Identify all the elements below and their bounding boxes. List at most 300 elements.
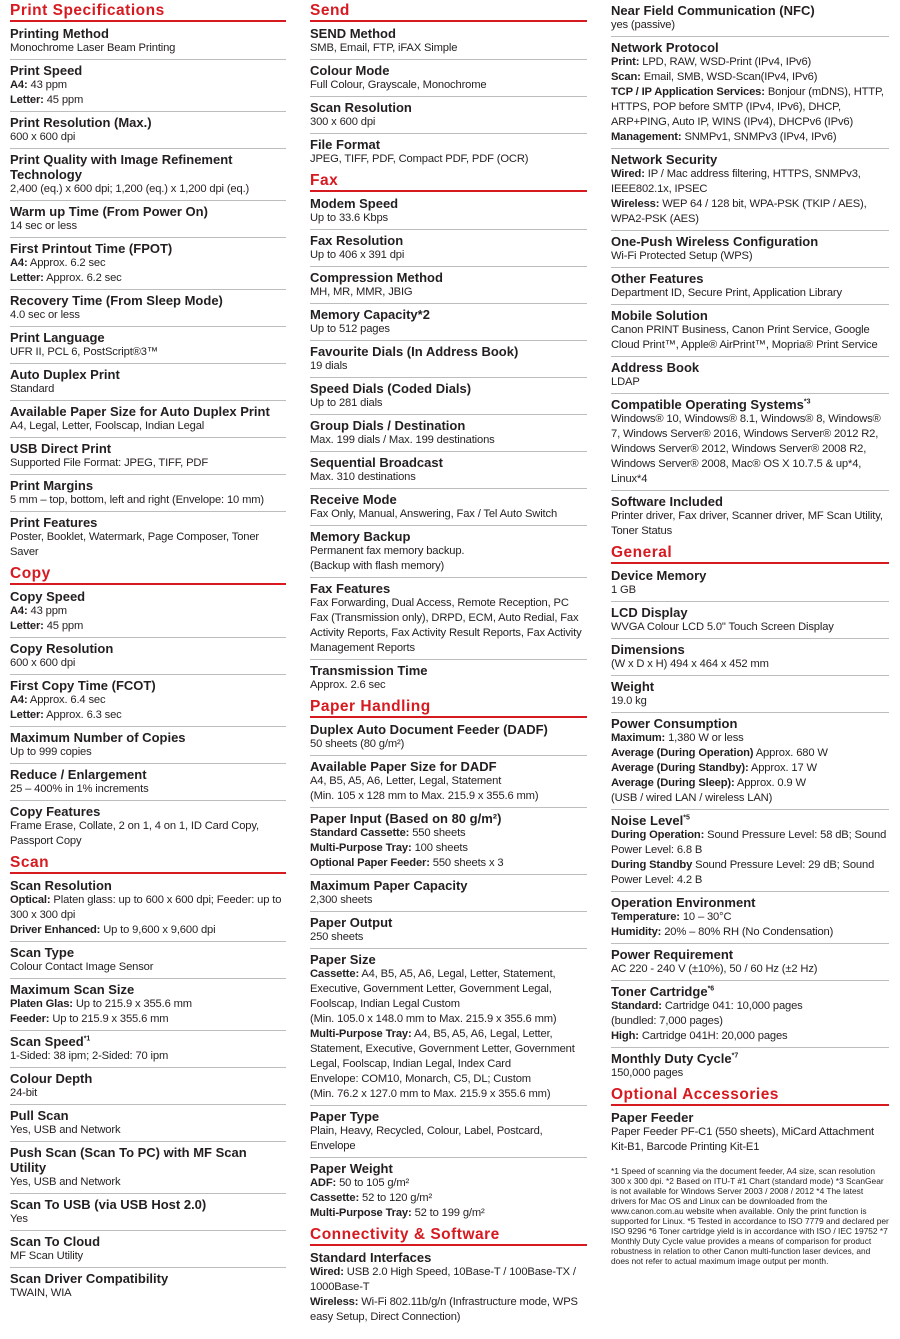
spec-item (10, 1068, 286, 1105)
spec-value (310, 1124, 587, 1154)
spec-title (611, 813, 889, 828)
spec-value (10, 923, 286, 938)
spec-value (310, 1265, 587, 1295)
spec-value-label: Feeder: (10, 1013, 50, 1025)
spec-value (10, 693, 286, 708)
spec-item (10, 112, 286, 149)
spec-title-text: Standard Interfaces (310, 1250, 432, 1265)
footnote-marker: *3 (803, 398, 811, 406)
spec-title (611, 397, 889, 412)
spec-value (10, 819, 286, 849)
spec-item (611, 602, 889, 639)
section-copy (10, 586, 286, 852)
spec-value-text: Monochrome Laser Beam Printing (10, 42, 176, 54)
spec-title-text: Toner Cartridge (611, 984, 708, 999)
spec-title-text: Available Paper Size for DADF (310, 759, 497, 774)
spec-value (310, 1027, 587, 1072)
spec-value-text: WEP 64 / 128 bit, WPA-PSK (TKIP / AES), WPA2-PSK (AES) (611, 198, 867, 225)
spec-item (310, 660, 587, 696)
spec-title-text: File Format (310, 137, 381, 152)
section-paper-handling (310, 719, 587, 1224)
spec-value-text: Fax Forwarding, Dual Access, Remote Reception, PC Fax (Transmission only), DRPD, ECM, Auto Redial, Fax Activity Reports, Fax Activity Result Reports, Fax Activity Management Reports (310, 597, 582, 654)
spec-title (10, 152, 286, 182)
section-heading-print-specifications: Print Specifications (10, 2, 286, 22)
spec-value-text: Frame Erase, Collate, 2 on 1, 4 on 1, ID Card Copy, Passport Copy (10, 820, 259, 847)
spec-item (310, 912, 587, 949)
spec-title (10, 1145, 286, 1175)
spec-title (10, 441, 286, 456)
spec-title (310, 952, 587, 967)
spec-value-label: Average (During Operation) (611, 747, 754, 759)
spec-value (611, 858, 889, 888)
spec-item (611, 1107, 889, 1158)
spec-value-text: A4, B5, A5, A6, Letter, Legal, Statement (310, 775, 502, 787)
spec-title-text: Print Margins (10, 478, 94, 493)
spec-value-text: Canon PRINT Business, Canon Print Service, Google Cloud Print™, Apple® AirPrint™, Mopria® Print Service (611, 324, 878, 351)
spec-value-text: 600 x 600 dpi (10, 131, 76, 143)
spec-item (611, 810, 889, 892)
spec-title (10, 589, 286, 604)
spec-title-text: Reduce / Enlargement (10, 767, 147, 782)
spec-value-text: TWAIN, WIA (10, 1287, 72, 1299)
spec-title (10, 945, 286, 960)
spec-value (611, 130, 889, 145)
spec-title-text: First Copy Time (FCOT) (10, 678, 156, 693)
spec-value-label: A4: (10, 694, 28, 706)
spec-value (310, 1191, 587, 1206)
spec-item (10, 1194, 286, 1231)
spec-value (310, 322, 587, 337)
spec-value (310, 559, 587, 574)
spec-value-text: Approx. 6.3 sec (46, 709, 122, 721)
spec-title (310, 196, 587, 211)
footnote-marker: *7 (731, 1052, 739, 1060)
spec-item (10, 801, 286, 852)
spec-value-text: JPEG, TIFF, PDF, Compact PDF, PDF (OCR) (310, 153, 529, 165)
section-heading-general: General (611, 544, 889, 564)
spec-value (611, 55, 889, 70)
spec-title-text: Dimensions (611, 642, 685, 657)
spec-item (611, 1048, 889, 1084)
spec-title (310, 381, 587, 396)
spec-value-text: 4.0 sec or less (10, 309, 80, 321)
spec-title (310, 1250, 587, 1265)
spec-value-text: Sound Pressure Level: 58 dB; Sound Power Level: 6.8 B (611, 829, 887, 856)
spec-item (611, 149, 889, 231)
spec-title (310, 233, 587, 248)
spec-value-text: 50 to 105 g/m² (339, 1177, 410, 1189)
spec-title (10, 1034, 286, 1049)
spec-title (310, 1161, 587, 1176)
column-2 (310, 0, 587, 1328)
spec-item (611, 231, 889, 268)
spec-value (10, 745, 286, 760)
spec-value-text: 19.0 kg (611, 695, 647, 707)
spec-item (310, 578, 587, 660)
spec-value-text: (Backup with flash memory) (310, 560, 445, 572)
spec-value-text: 43 ppm (30, 605, 67, 617)
spec-title-text: Transmission Time (310, 663, 428, 678)
spec-value (611, 746, 889, 761)
spec-value-text: A4, B5, A5, A6, Legal, Letter, Statement, Executive, Government Letter, Government Legal, Foolscap, Indian Legal Custom (310, 968, 556, 1010)
spec-title-text: Pull Scan (10, 1108, 69, 1123)
spec-value (611, 509, 889, 539)
spec-title-text: Scan Type (10, 945, 75, 960)
spec-title-text: Maximum Number of Copies (10, 730, 186, 745)
spec-title (611, 642, 889, 657)
spec-title-text: Weight (611, 679, 655, 694)
spec-item (10, 875, 286, 942)
spec-value (310, 544, 587, 559)
spec-item (310, 452, 587, 489)
spec-value-text: MH, MR, MMR, JBIG (310, 286, 413, 298)
spec-title-text: Duplex Auto Document Feeder (DADF) (310, 722, 548, 737)
spec-item (611, 37, 889, 149)
spec-value-text: 45 ppm (46, 94, 84, 106)
spec-value (310, 1072, 587, 1087)
spec-value-label: Standard: (611, 1000, 662, 1012)
spec-value-text: UFR II, PCL 6, PostScript®3™ (10, 346, 158, 358)
spec-title (10, 293, 286, 308)
spec-value-text: Email, SMB, WSD-Scan(IPv4, IPv6) (643, 71, 818, 83)
spec-value-label: A4: (10, 79, 28, 91)
spec-title (611, 271, 889, 286)
spec-title-text: Network Protocol (611, 40, 719, 55)
spec-title-text: Network Security (611, 152, 718, 167)
spec-item (310, 875, 587, 912)
spec-title-text: Print Language (10, 330, 105, 345)
spec-item (310, 341, 587, 378)
spec-value (611, 776, 889, 791)
spec-value (10, 960, 286, 975)
spec-value-label: Driver Enhanced: (10, 924, 101, 936)
spec-value (611, 85, 889, 130)
spec-value-text: LPD, RAW, WSD-Print (IPv4, IPv6) (642, 56, 812, 68)
spec-value-text: Up to 281 dials (310, 397, 383, 409)
spec-value-text: Approx. 6.2 sec (29, 257, 106, 269)
spec-value-label: Letter: (10, 709, 44, 721)
spec-value (611, 962, 889, 977)
spec-value-text: A4, B5, A5, A6, Legal, Letter, Statement, Executive, Government Letter, Government Legal, Foolscap, Indian Legal, Index Card (310, 1028, 575, 1070)
spec-title (10, 641, 286, 656)
spec-value-text: USB 2.0 High Speed, 10Base-T / 100Base-TX / 1000Base-T (310, 1266, 576, 1293)
spec-value-text: Max. 310 destinations (310, 471, 416, 483)
spec-value (310, 470, 587, 485)
spec-value (10, 456, 286, 471)
spec-item (611, 565, 889, 602)
spec-value-text: Yes, USB and Network (10, 1176, 121, 1188)
spec-title-text: Paper Weight (310, 1161, 393, 1176)
spec-value-label: Cassette: (310, 968, 360, 980)
spec-title (611, 568, 889, 583)
spec-value-label: TCP / IP Application Services: (611, 86, 765, 98)
spec-value (611, 910, 889, 925)
spec-value-text: AC 220 - 240 V (±10%), 50 / 60 Hz (±2 Hz) (611, 963, 818, 975)
spec-value-text: 100 sheets (414, 842, 468, 854)
spec-item (10, 675, 286, 727)
spec-value-text: 20% – 80% RH (No Condensation) (664, 926, 834, 938)
spec-title-text: Available Paper Size for Auto Duplex Print (10, 404, 270, 419)
spec-value-text: 52 to 120 g/m² (362, 1192, 433, 1204)
section-fax (310, 193, 587, 696)
spec-value (10, 893, 286, 923)
spec-value (310, 967, 587, 1012)
spec-value-label: Average (During Sleep): (611, 777, 735, 789)
spec-title (310, 63, 587, 78)
section-heading-copy: Copy (10, 565, 286, 585)
spec-title (611, 984, 889, 999)
spec-value-text: (Min. 105 x 128 mm to Max. 215.9 x 355.6 mm) (310, 790, 539, 802)
spec-title (310, 811, 587, 826)
spec-item (310, 230, 587, 267)
spec-value-text: 1 GB (611, 584, 636, 596)
spec-value-label: Average (During Standby): (611, 762, 749, 774)
spec-value-text: Envelope: COM10, Monarch, C5, DL; Custom (310, 1073, 531, 1085)
section-heading-scan: Scan (10, 854, 286, 874)
section-heading-paper-handling: Paper Handling (310, 698, 587, 718)
spec-title-text: Monthly Duty Cycle (611, 1051, 732, 1066)
spec-value (10, 530, 286, 560)
spec-title (611, 3, 889, 18)
spec-title-text: SEND Method (310, 26, 396, 41)
spec-value-text: 45 ppm (46, 620, 84, 632)
spec-value (10, 1212, 286, 1227)
spec-item (310, 378, 587, 415)
spec-title-text: Paper Feeder (611, 1110, 694, 1125)
spec-title-text: Scan To USB (via USB Host 2.0) (10, 1197, 207, 1212)
spec-item (310, 415, 587, 452)
spec-title-text: Other Features (611, 271, 704, 286)
spec-item (611, 394, 889, 491)
spec-title-text: Mobile Solution (611, 308, 708, 323)
spec-item (310, 719, 587, 756)
spec-value (611, 761, 889, 776)
section-heading-send: Send (310, 2, 587, 22)
spec-value-text: 600 x 600 dpi (10, 657, 76, 669)
spec-value-text: Bonjour (mDNS), HTTP, HTTPS, POP before SMTP (IPv4, IPv6), DHCP, ARP+PING, Auto IP, WINS (IPv4), DHCPv6 (IPv6) (611, 86, 884, 128)
spec-item (611, 357, 889, 394)
spec-title (310, 307, 587, 322)
footnote-marker: *1 (83, 1035, 91, 1043)
spec-title-text: Near Field Communication (NFC) (611, 3, 815, 18)
spec-value (310, 1012, 587, 1027)
spec-title-text: Printing Method (10, 26, 109, 41)
spec-title-text: Paper Input (Based on 80 g/m²) (310, 811, 502, 826)
spec-value (310, 1295, 587, 1325)
spec-title (611, 494, 889, 509)
spec-title (10, 767, 286, 782)
spec-title-text: Colour Mode (310, 63, 390, 78)
spec-value (310, 78, 587, 93)
spec-title (310, 344, 587, 359)
spec-value-text: 2,300 sheets (310, 894, 373, 906)
spec-value-text: Department ID, Secure Print, Application Library (611, 287, 842, 299)
spec-title-text: Recovery Time (From Sleep Mode) (10, 293, 223, 308)
spec-value-text: 2,400 (eq.) x 600 dpi; 1,200 (eq.) x 1,200 dpi (eq.) (10, 183, 250, 195)
spec-item (310, 489, 587, 526)
section-send (310, 23, 587, 170)
spec-title (10, 1071, 286, 1086)
spec-value (611, 694, 889, 709)
spec-title (310, 759, 587, 774)
spec-title-text: Paper Type (310, 1109, 380, 1124)
spec-item (10, 942, 286, 979)
footnotes: *1 Speed of scanning via the document feeder, A4 size, scan resolution 300 x 300 dpi. *2 Based on ITU-T #1 Chart (standard mode) *3 ScanGear is not available for Windows Server 2003 / 2008 / 2012 *4 The latest drivers for Mac OS and Linux can be downloaded from the www.canon.com.au website when available. Only the print function is supported for Linux. *5 Tested in accordance to ISO 7779 and declared per ISO 9296 *6 Toner cartridge yield is in accordance with ISO / IEC 19752 *7 Monthly Duty Cycle value provides a means of comparison for product robustness in relation to other Canon multi-function laser devices, and does not refer to actual maximum image output per month. (611, 1166, 889, 1266)
spec-value-label: Management: (611, 131, 682, 143)
spec-value-text: Cartridge 041H: 20,000 pages (641, 1030, 788, 1042)
spec-title-text: Noise Level (611, 813, 684, 828)
spec-title (611, 1051, 889, 1066)
spec-title-text: Sequential Broadcast (310, 455, 443, 470)
spec-value (611, 286, 889, 301)
spec-item (10, 290, 286, 327)
spec-title (310, 418, 587, 433)
spec-title (10, 330, 286, 345)
spec-value (310, 285, 587, 300)
spec-item (10, 23, 286, 60)
spec-title-text: Scan Speed (10, 1034, 84, 1049)
spec-value-text: LDAP (611, 376, 640, 388)
footnote-marker: *6 (707, 985, 715, 993)
spec-value (611, 70, 889, 85)
spec-value-text: 5 mm – top, bottom, left and right (Envelope: 10 mm) (10, 494, 264, 506)
spec-item (10, 1142, 286, 1194)
spec-value-label: Multi-Purpose Tray: (310, 842, 412, 854)
spec-value (10, 308, 286, 323)
spec-item (10, 1231, 286, 1268)
spec-title (10, 1234, 286, 1249)
spec-value (310, 1087, 587, 1102)
spec-title (310, 137, 587, 152)
spec-item (10, 438, 286, 475)
spec-value (10, 93, 286, 108)
spec-title-text: USB Direct Print (10, 441, 112, 456)
spec-value (10, 1123, 286, 1138)
spec-title (611, 360, 889, 375)
spec-value-text: 25 – 400% in 1% increments (10, 783, 149, 795)
spec-title (10, 982, 286, 997)
spec-item (10, 727, 286, 764)
spec-value (310, 211, 587, 226)
spec-title (310, 581, 587, 596)
spec-value (10, 619, 286, 634)
spec-title (10, 515, 286, 530)
spec-title (611, 234, 889, 249)
spec-title (10, 26, 286, 41)
spec-title (611, 716, 889, 731)
spec-item (310, 60, 587, 97)
spec-title-text: LCD Display (611, 605, 688, 620)
spec-title-text: Power Consumption (611, 716, 738, 731)
spec-value-text: Approx. 6.2 sec (46, 272, 122, 284)
spec-title (611, 947, 889, 962)
spec-title (10, 367, 286, 382)
spec-title (10, 678, 286, 693)
spec-title (310, 663, 587, 678)
spec-value (10, 130, 286, 145)
section-print-specifications (10, 23, 286, 563)
section-connectivity-software (310, 1247, 587, 1328)
spec-value (611, 791, 889, 806)
spec-value-text: Windows® 10, Windows® 8.1, Windows® 8, Windows® 7, Windows Server® 2016, Windows Server® 2012 R2, Windows Server® 2012, Windows Server® 2008 R2, Windows Server® 2008, Mac® OS X 10.7.5 & up*4, Linux*4 (611, 413, 881, 485)
spec-item (611, 268, 889, 305)
column-1 (10, 0, 286, 1304)
spec-value-text: Yes, USB and Network (10, 1124, 121, 1136)
spec-item (10, 201, 286, 238)
spec-value-label: Optional Paper Feeder: (310, 857, 430, 869)
spec-title-text: Device Memory (611, 568, 707, 583)
spec-value-label: Humidity: (611, 926, 662, 938)
spec-value (611, 197, 889, 227)
spec-value-text: Up to 9,600 x 9,600 dpi (103, 924, 216, 936)
spec-value-text: Approx. 17 W (750, 762, 817, 774)
spec-title (10, 1108, 286, 1123)
spec-value-text: 14 sec or less (10, 220, 77, 232)
spec-item (611, 491, 889, 542)
spec-value-label: Temperature: (611, 911, 680, 923)
spec-value (310, 826, 587, 841)
spec-item (10, 764, 286, 801)
spec-title (611, 40, 889, 55)
spec-item (310, 193, 587, 230)
spec-title-text: Fax Features (310, 581, 391, 596)
spec-title (310, 492, 587, 507)
spec-title (310, 722, 587, 737)
spec-value-text: Platen glass: up to 600 x 600 dpi; Feeder: up to 300 x 300 dpi (10, 894, 282, 921)
spec-value-label: A4: (10, 605, 28, 617)
spec-item (611, 944, 889, 981)
spec-item (10, 401, 286, 438)
spec-title-text: Compression Method (310, 270, 443, 285)
spec-value-text: 19 dials (310, 360, 348, 372)
spec-value-text: Full Colour, Grayscale, Monochrome (310, 79, 487, 91)
spec-value-text: Permanent fax memory backup. (310, 545, 465, 557)
spec-item (10, 638, 286, 675)
spec-value-text: Approx. 2.6 sec (310, 679, 386, 691)
spec-value-text: Paper Feeder PF-C1 (550 sheets), MiCard Attachment Kit-B1, Barcode Printing Kit-E1 (611, 1126, 874, 1153)
spec-value (10, 493, 286, 508)
spec-value-text: SNMPv1, SNMPv3 (IPv4, IPv6) (684, 131, 837, 143)
footnote-marker: *5 (683, 814, 690, 822)
section-heading-fax: Fax (310, 172, 587, 192)
spec-item (10, 238, 286, 290)
spec-value (611, 412, 889, 487)
spec-value-label: Letter: (10, 620, 44, 632)
spec-value (310, 396, 587, 411)
spec-value-text: Up to 512 pages (310, 323, 390, 335)
spec-item (310, 756, 587, 808)
spec-title-text: Paper Size (310, 952, 376, 967)
spec-value-label: Letter: (10, 272, 44, 284)
spec-value-label: Standard Cassette: (310, 827, 410, 839)
spec-value (611, 583, 889, 598)
spec-value (10, 382, 286, 397)
spec-title-text: Receive Mode (310, 492, 397, 507)
spec-value-text: Colour Contact Image Sensor (10, 961, 154, 973)
spec-value (310, 1206, 587, 1221)
spec-title-text: Memory Backup (310, 529, 411, 544)
spec-value (310, 115, 587, 130)
spec-value (10, 256, 286, 271)
spec-item (10, 475, 286, 512)
spec-value-text: Approx. 6.4 sec (29, 694, 106, 706)
spec-value (10, 219, 286, 234)
spec-value (611, 249, 889, 264)
spec-value-label: ADF: (310, 1177, 337, 1189)
spec-title (310, 26, 587, 41)
spec-value-text: Printer driver, Fax driver, Scanner driver, MF Scan Utility, Toner Status (611, 510, 883, 537)
section-heading-connectivity-software: Connectivity & Software (310, 1226, 587, 1246)
